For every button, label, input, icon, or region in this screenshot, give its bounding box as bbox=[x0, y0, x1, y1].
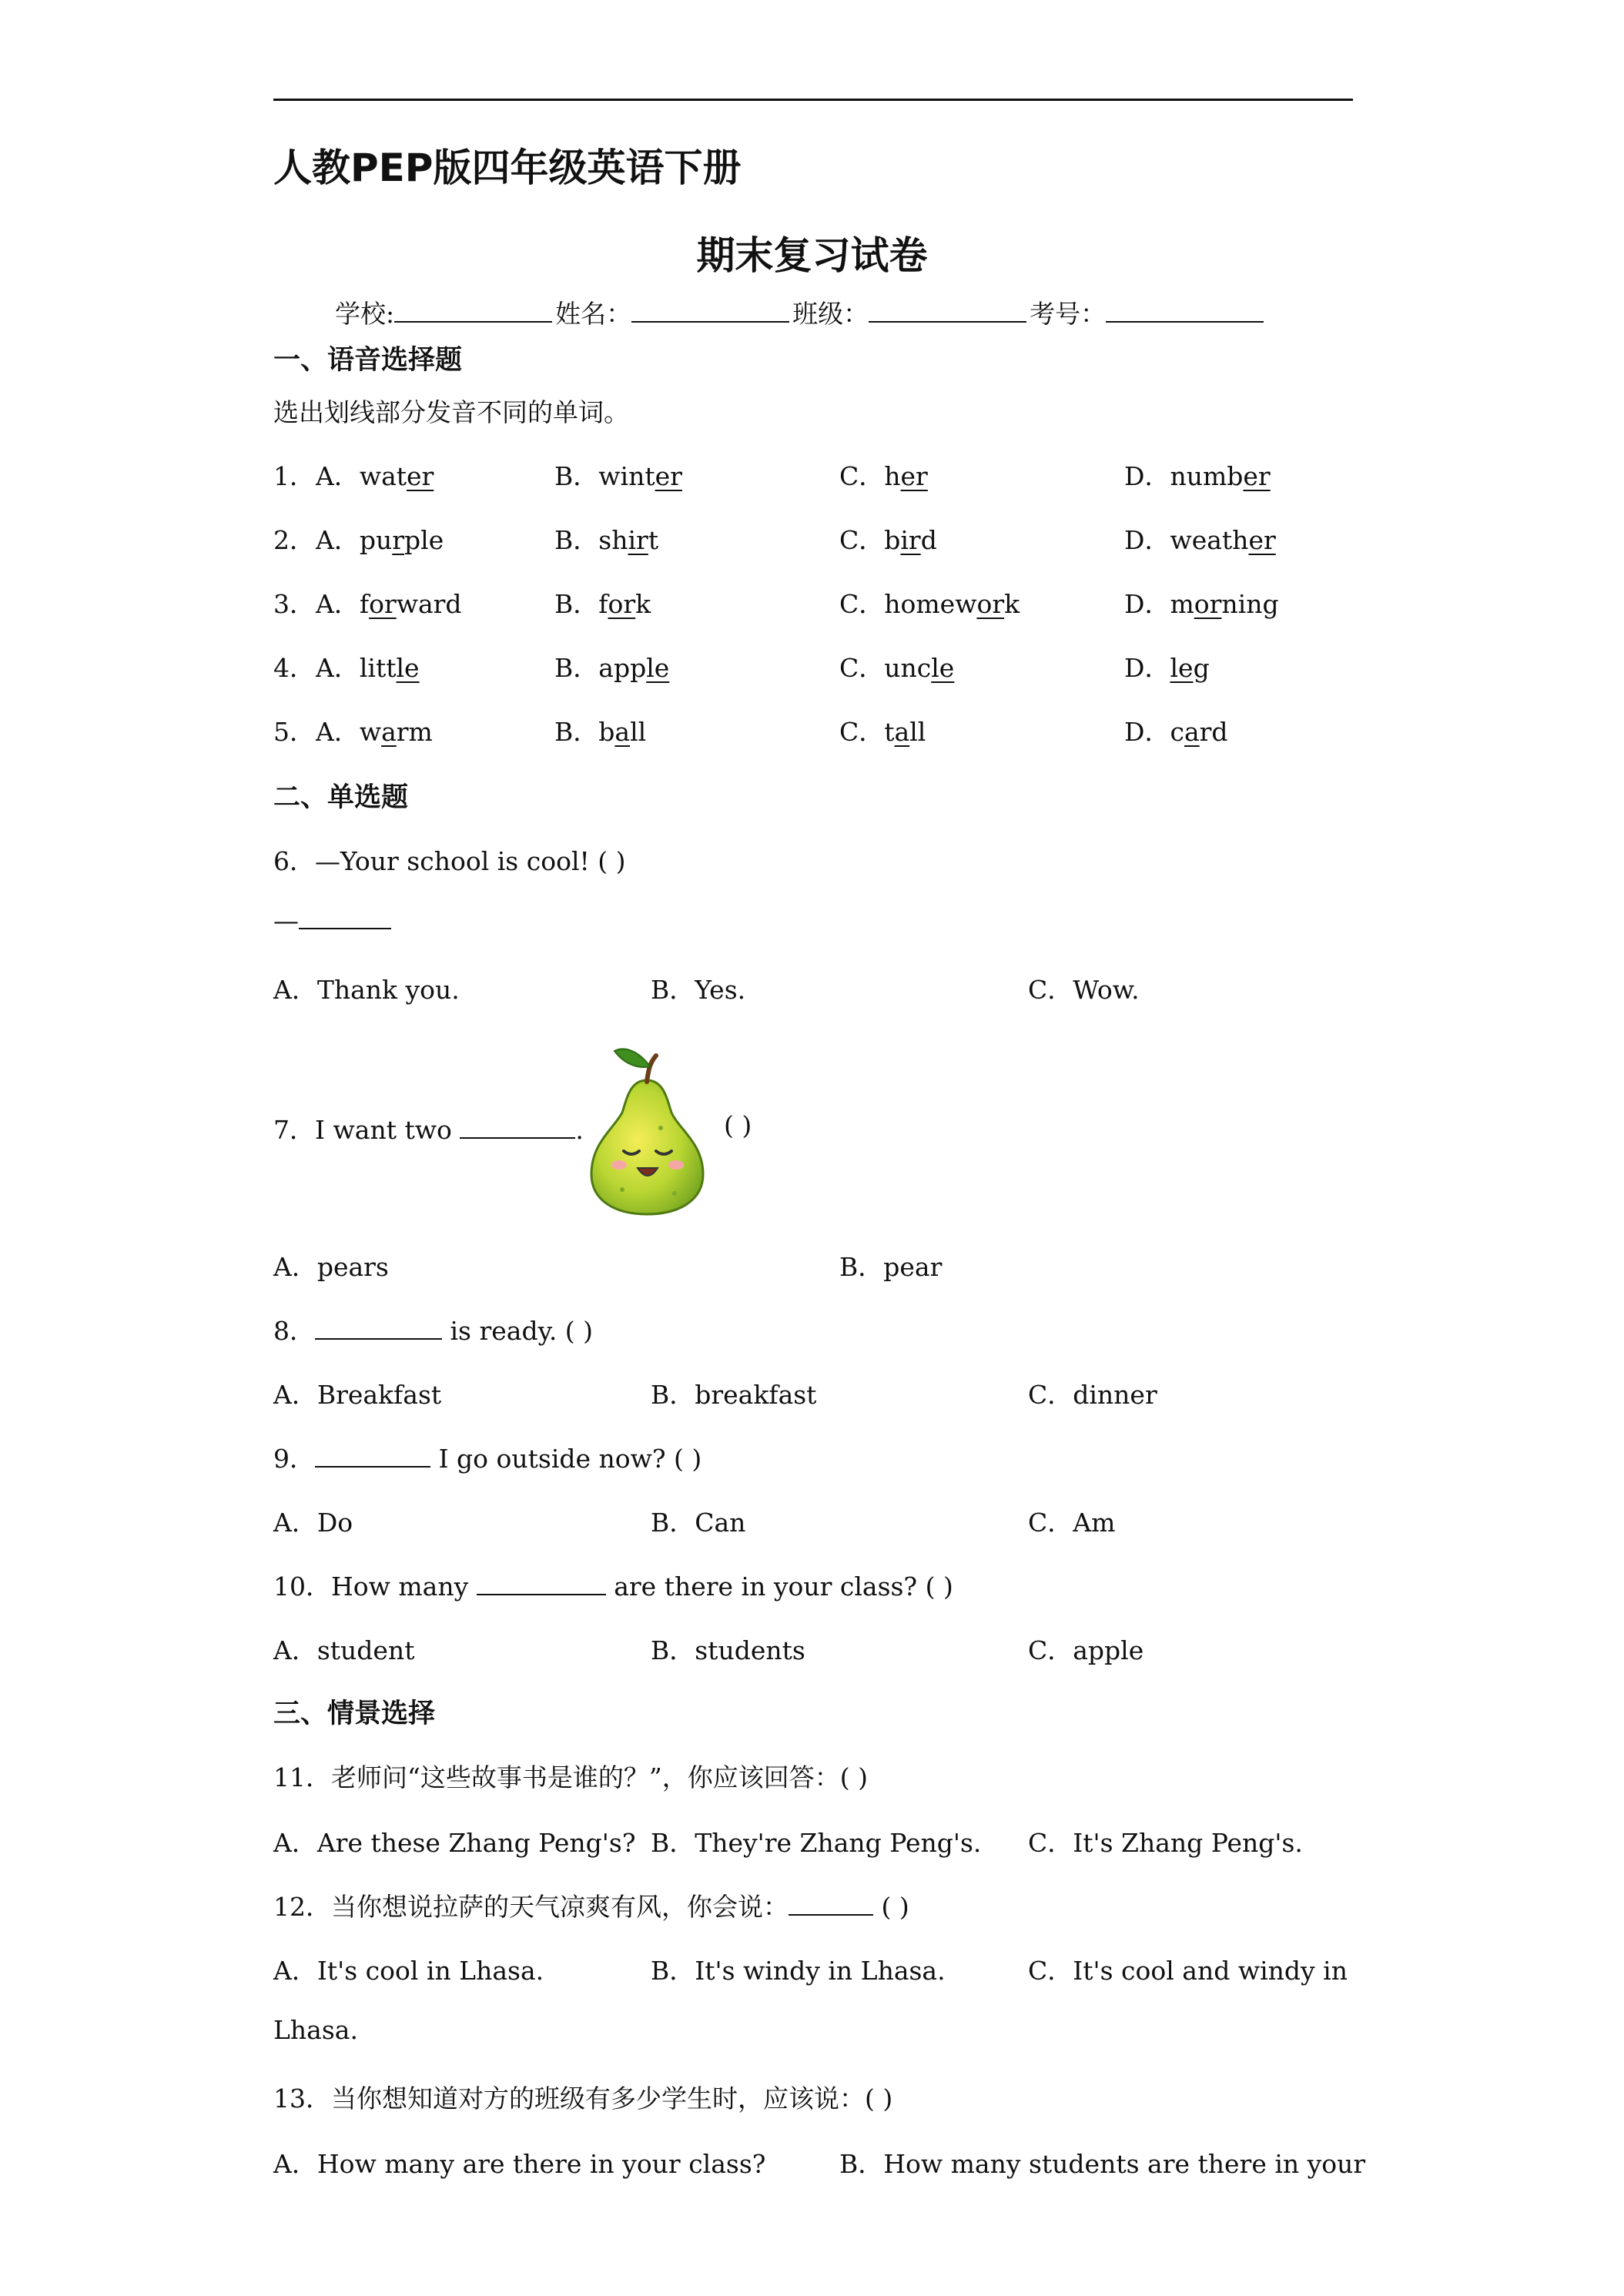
underlined-sound: ir bbox=[900, 525, 921, 555]
underlined-sound: er bbox=[655, 461, 682, 491]
q4-number: 4． bbox=[273, 653, 315, 683]
underlined-sound: er bbox=[1243, 461, 1271, 491]
q5-option-b[interactable]: B．ball bbox=[554, 717, 647, 747]
underlined-sound: a bbox=[614, 717, 631, 747]
q8-option-a[interactable]: A．Breakfast bbox=[273, 1380, 442, 1410]
class-label: 班级： bbox=[792, 299, 869, 329]
q3-number: 3． bbox=[273, 589, 315, 619]
q5-option-a[interactable]: A．warm bbox=[316, 717, 433, 747]
q12-option-c[interactable]: C．It's cool and windy in bbox=[1028, 1956, 1348, 1986]
school-label: 学校: bbox=[335, 299, 395, 329]
q8-blank[interactable] bbox=[315, 1315, 442, 1340]
top-rule bbox=[273, 99, 1353, 101]
q5-number: 5． bbox=[273, 717, 315, 747]
class-blank[interactable] bbox=[869, 298, 1026, 323]
underlined-sound: er bbox=[1248, 525, 1276, 555]
underlined-sound: ir bbox=[628, 525, 648, 555]
section-2-title: 二、单选题 bbox=[273, 782, 409, 813]
q3-option-d[interactable]: D．morning bbox=[1124, 589, 1279, 619]
q5-option-c[interactable]: C．tall bbox=[839, 717, 926, 747]
section-3-title: 三、情景选择 bbox=[273, 1699, 436, 1729]
underlined-sound: le bbox=[396, 653, 420, 683]
q10-option-b[interactable]: B．students bbox=[651, 1635, 805, 1665]
q13-stem: 13．当你想知道对方的班级有多少学生时，应该说：( ) bbox=[273, 2083, 893, 2114]
q1-option-b[interactable]: B．winter bbox=[554, 461, 682, 491]
q12-option-c-continuation: Lhasa. bbox=[273, 2015, 358, 2045]
underlined-sound: le bbox=[931, 653, 955, 683]
underlined-sound: a bbox=[1184, 717, 1200, 747]
q6-answer-line: — bbox=[273, 905, 391, 935]
q6-option-c[interactable]: C．Wow. bbox=[1028, 975, 1140, 1005]
underlined-sound: a bbox=[894, 717, 910, 747]
q7-stem: 7．I want two . bbox=[273, 1115, 584, 1145]
q7-option-a[interactable]: A．pears bbox=[273, 1252, 389, 1282]
underlined-sound: er bbox=[900, 461, 928, 491]
q4-option-c[interactable]: C．uncle bbox=[839, 653, 955, 683]
underlined-sound: er bbox=[407, 461, 434, 491]
doc-title: 人教PEP版四年级英语下册 bbox=[273, 146, 742, 190]
q4-option-b[interactable]: B．apple bbox=[554, 653, 670, 683]
q11-option-b[interactable]: B．They're Zhang Peng's. bbox=[651, 1828, 982, 1858]
section-1-instruction: 选出划线部分发音不同的单词。 bbox=[273, 397, 629, 427]
q3-option-b[interactable]: B．fork bbox=[554, 589, 651, 619]
exam-no-label: 考号： bbox=[1030, 299, 1107, 329]
q8-option-c[interactable]: C．dinner bbox=[1028, 1380, 1157, 1410]
q6-blank[interactable] bbox=[299, 905, 391, 929]
underlined-sound: or bbox=[369, 589, 397, 619]
q7-paren: ( ) bbox=[724, 1110, 752, 1140]
q9-option-c[interactable]: C．Am bbox=[1028, 1508, 1116, 1538]
q4-option-a[interactable]: A．little bbox=[316, 653, 420, 683]
q2-option-d[interactable]: D．weather bbox=[1124, 525, 1276, 555]
q9-option-b[interactable]: B．Can bbox=[651, 1508, 746, 1538]
q1-option-a[interactable]: A．water bbox=[316, 461, 434, 491]
q3-option-c[interactable]: C．homework bbox=[839, 589, 1020, 619]
q2-option-b[interactable]: B．shirt bbox=[554, 525, 659, 555]
q1-option-c[interactable]: C．her bbox=[839, 461, 928, 491]
underlined-sound: or bbox=[976, 589, 1005, 619]
q7-blank[interactable] bbox=[460, 1114, 575, 1139]
q6-stem: 6．—Your school is cool! ( ) bbox=[273, 846, 626, 876]
doc-subtitle: 期末复习试卷 bbox=[696, 233, 928, 278]
name-blank[interactable] bbox=[631, 298, 789, 323]
q5-option-d[interactable]: D．card bbox=[1124, 717, 1228, 747]
q9-option-a[interactable]: A．Do bbox=[273, 1508, 353, 1538]
q13-option-b[interactable]: B．How many students are there in your bbox=[839, 2149, 1366, 2179]
q8-option-b[interactable]: B．breakfast bbox=[651, 1380, 817, 1410]
q2-option-a[interactable]: A．purple bbox=[316, 525, 444, 555]
q4-option-d[interactable]: D．leg bbox=[1124, 653, 1210, 683]
underlined-sound: r bbox=[392, 525, 405, 555]
underlined-sound: a bbox=[381, 717, 397, 747]
underlined-sound: le bbox=[1170, 653, 1194, 683]
q8-stem: 8． is ready. ( ) bbox=[273, 1316, 594, 1346]
q11-option-c[interactable]: C．It's Zhang Peng's. bbox=[1028, 1828, 1303, 1858]
q12-blank[interactable] bbox=[789, 1891, 873, 1916]
q10-option-a[interactable]: A．student bbox=[273, 1635, 415, 1665]
q6-option-a[interactable]: A．Thank you. bbox=[273, 975, 460, 1005]
q1-number: 1． bbox=[273, 461, 315, 491]
q13-option-a[interactable]: A．How many are there in your class? bbox=[273, 2149, 766, 2179]
section-1-title: 一、语音选择题 bbox=[273, 345, 463, 376]
q3-option-a[interactable]: A．forward bbox=[316, 589, 462, 619]
q6-option-b[interactable]: B．Yes. bbox=[651, 975, 746, 1005]
q2-option-c[interactable]: C．bird bbox=[839, 525, 937, 555]
q10-blank[interactable] bbox=[477, 1571, 606, 1595]
q9-stem: 9． I go outside now? ( ) bbox=[273, 1444, 702, 1474]
underlined-sound: or bbox=[1194, 589, 1222, 619]
school-blank[interactable] bbox=[394, 298, 552, 323]
q12-option-a[interactable]: A．It's cool in Lhasa. bbox=[273, 1956, 544, 1986]
q10-option-c[interactable]: C．apple bbox=[1028, 1635, 1144, 1665]
q11-stem: 11．老师问“这些故事书是谁的？”，你应该回答：( ) bbox=[273, 1762, 868, 1792]
exam-no-blank[interactable] bbox=[1106, 298, 1264, 323]
pear-image bbox=[576, 1036, 718, 1217]
q11-option-a[interactable]: A．Are these Zhang Peng's? bbox=[273, 1828, 636, 1858]
q10-stem: 10．How many are there in your class? ( ) bbox=[273, 1571, 953, 1602]
q2-number: 2． bbox=[273, 525, 315, 555]
q12-option-b[interactable]: B．It's windy in Lhasa. bbox=[651, 1956, 946, 1986]
q12-stem: 12．当你想说拉萨的天气凉爽有风，你会说： ( ) bbox=[273, 1892, 909, 1922]
q7-option-b[interactable]: B．pear bbox=[839, 1252, 943, 1282]
underlined-sound: le bbox=[646, 653, 670, 683]
underlined-sound: or bbox=[608, 589, 636, 619]
q1-option-d[interactable]: D．number bbox=[1124, 461, 1271, 491]
q9-blank[interactable] bbox=[315, 1443, 430, 1468]
student-info-row bbox=[335, 294, 1267, 330]
name-label: 姓名： bbox=[555, 299, 632, 329]
